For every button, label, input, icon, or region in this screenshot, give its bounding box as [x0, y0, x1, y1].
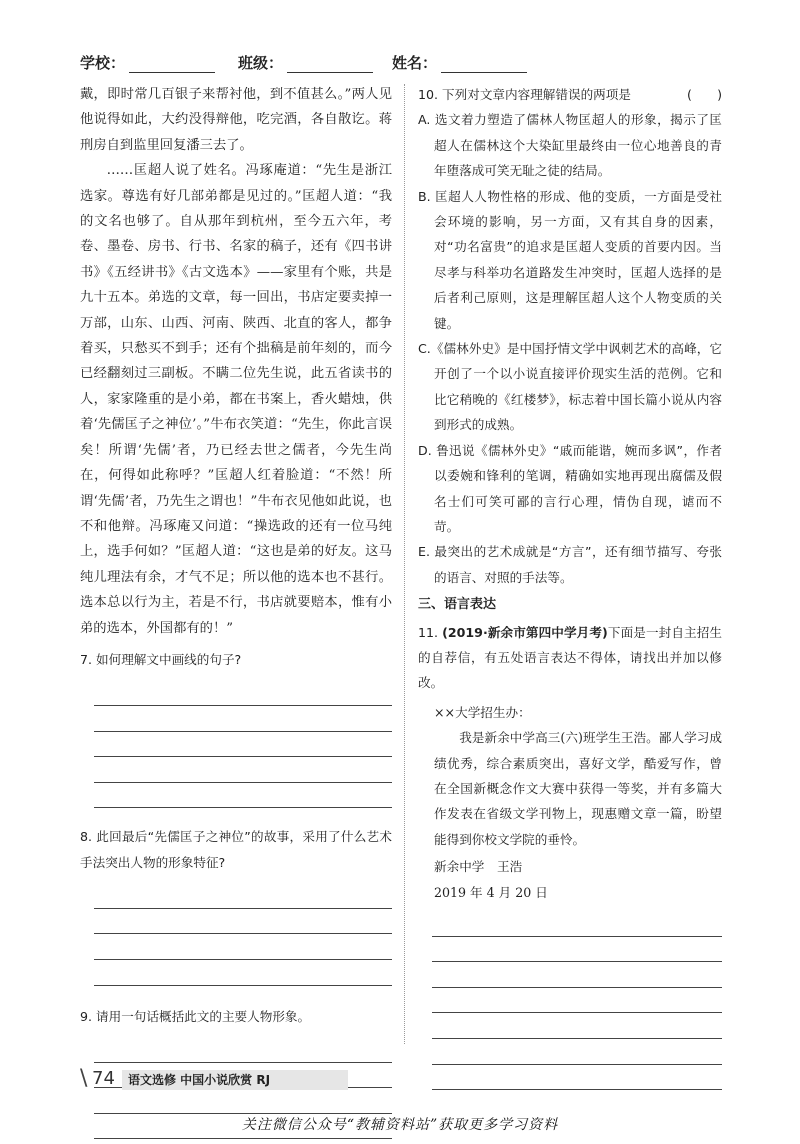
class-field[interactable] — [238, 52, 373, 73]
answer-line[interactable] — [94, 883, 392, 909]
class-input-line[interactable] — [287, 58, 373, 73]
answer-line[interactable] — [432, 962, 722, 988]
option-a[interactable]: A. 选文着力塑造了儒林人物匡超人的形象，揭示了匡超人在儒林这个大染缸里最终由一位心地善良的青年堕落成可笑无耻之徒的结局。 — [418, 112, 722, 179]
answer-line[interactable] — [432, 988, 722, 1014]
letter-body: 我是新余中学高三(六)班学生王浩。鄙人学习成绩优秀，综合素质突出，喜好文学，酷爱写作，曾在全国新概念作文大赛中获得一等奖，并有多篇大作发表在省级文学刊物上，现惠赠文章一篇，盼望能得到你校文学院的垂怜。 — [434, 730, 722, 847]
option-c[interactable]: C.《儒林外史》是中国抒情文学中讽刺艺术的高峰，它开创了一个以小说直接评价现实生活的范例。它和比它稍晚的《红楼梦》，标志着中国长篇小说从内容到形式的成熟。 — [418, 341, 722, 433]
page-number: 74 — [92, 1068, 115, 1089]
answer-line[interactable] — [94, 732, 392, 758]
class-label: 班级： — [238, 54, 284, 72]
answer-line[interactable] — [432, 911, 722, 937]
column-divider — [404, 84, 405, 1044]
student-info-header — [80, 52, 720, 76]
option-d[interactable]: D. 鲁迅说《儒林外史》“戚而能谐，婉而多讽”，作者以委婉和锋利的笔调，精确如实地再现出腐儒及假名士们可笑可鄙的言行心理，情伪自现，谑而不苛。 — [418, 442, 722, 534]
promo-banner: 关注微信公众号“教辅资料站”获取更多学习资料 — [241, 1117, 559, 1133]
school-field[interactable] — [80, 52, 215, 73]
answer-line[interactable] — [94, 909, 392, 935]
question-11-source: (2019·新余市第四中学月考) — [442, 624, 608, 640]
passage-paragraph-1: 戴，即时常几百银子来帮衬他，到不值甚么。”两人见他说得如此，大约没得辩他，吃完酒，各自散讫。蒋刑房自到监里回复潘三去了。 — [80, 87, 392, 153]
recommendation-letter — [434, 700, 722, 905]
name-label: 姓名： — [392, 54, 438, 72]
question-7-answer-area[interactable] — [94, 680, 392, 808]
book-title: 语文选修 中国小说欣赏 RJ — [122, 1070, 348, 1090]
name-field[interactable] — [392, 52, 527, 73]
answer-line[interactable] — [94, 757, 392, 783]
question-9: 9. 请用一句话概括此文的主要人物形象。 — [80, 1008, 311, 1024]
answer-line[interactable] — [432, 937, 722, 963]
answer-line[interactable] — [94, 934, 392, 960]
answer-line[interactable] — [94, 1037, 392, 1063]
left-column — [80, 82, 392, 1139]
letter-salutation: ××大学招生办： — [434, 704, 531, 720]
answer-line[interactable] — [94, 706, 392, 732]
name-input-line[interactable] — [441, 58, 527, 73]
letter-date: 2019 年 4 月 20 日 — [434, 884, 548, 900]
answer-line[interactable] — [432, 1013, 722, 1039]
answer-line[interactable] — [94, 783, 392, 809]
question-11-number: 11. — [418, 624, 443, 640]
question-11 — [418, 620, 722, 696]
question-8-answer-area[interactable] — [94, 883, 392, 985]
school-label: 学校： — [80, 54, 126, 72]
footer-slash: \ — [80, 1066, 88, 1091]
reading-passage — [80, 82, 392, 641]
question-8: 8. 此回最后“先儒匡子之神位”的故事，采用了什么艺术手法突出人物的形象特征? — [80, 829, 392, 870]
right-column — [418, 82, 722, 1090]
question-10-answer-bracket[interactable]: ( ) — [686, 87, 722, 102]
passage-paragraph-2: ……匡超人说了姓名。冯琢庵道：“先生是浙江选家。尊选有好几部弟都是见过的。”匡超人道：“我的文名也够了。自从那年到杭州，至今五六年，考卷、墨卷、房书、行书、名家的稿子，还有《四书讲书》《五经讲书》《古文选本》——家里有个账，共是九十五本。弟选的文章，每一回出，书店定要卖掉一万部，山东、山西、河南、陕西、北直的客人，都争着买，只愁买不到手；还有个拙稿是前年刻的，而今已经翻刻过三副板。不瞒二位先生说，此五省读书的人，家家隆重的是小弟，都在书案上，香火蜡烛，供着‘先儒匡子之神位’。”牛布衣笑道：“先生，你此言误矣！所谓‘先儒’者，乃已经去世之儒者，今先生尚在，何得如此称呼？”匡超人红着脸道：“不然！所谓‘先儒’者，乃先生之谓也！”牛布衣见他如此说，也不和他辩。冯琢庵又问道：“操选政的还有一位马纯上，选手何如？”匡超人道：“这也是弟的好友。这马纯儿理法有余，才气不足；所以他的选本也不甚行。选本总以行为主，若是不行，书店就要赔本，惟有小弟的选本，外国都有的！” — [80, 163, 392, 636]
option-e[interactable]: E. 最突出的艺术成就是“方言”，还有细节描写、夸张的语言、对照的手法等。 — [418, 544, 722, 585]
question-10-text: 10. 下列对文章内容理解错误的两项是 — [418, 87, 631, 102]
option-b[interactable]: B. 匡超人人物性格的形成、他的变质，一方面是受社会环境的影响，另一方面，又有其自身的因素，对“功名富贵”的追求是匡超人变质的首要内因。当尽孝与科举功名道路发生冲突时，匡超人选择的是后者利己原则，这是理解匡超人这个人物变质的关键。 — [418, 188, 722, 331]
school-input-line[interactable] — [129, 58, 215, 73]
answer-line[interactable] — [432, 1065, 722, 1091]
question-10 — [418, 82, 722, 107]
answer-line[interactable] — [432, 1039, 722, 1065]
letter-signature: 新余中学 王浩 — [434, 859, 523, 875]
question-11-answer-area[interactable] — [432, 911, 722, 1090]
answer-line[interactable] — [94, 1088, 392, 1114]
question-11-text: 下面是一封自主招生的自荐信，有五处语言表达不得体，请找出并加以修改。 — [418, 624, 722, 691]
question-7: 7. 如何理解文中画线的句子? — [80, 651, 242, 667]
answer-line[interactable] — [94, 680, 392, 706]
section-heading-language: 三、语言表达 — [418, 597, 497, 613]
answer-line[interactable] — [94, 960, 392, 986]
